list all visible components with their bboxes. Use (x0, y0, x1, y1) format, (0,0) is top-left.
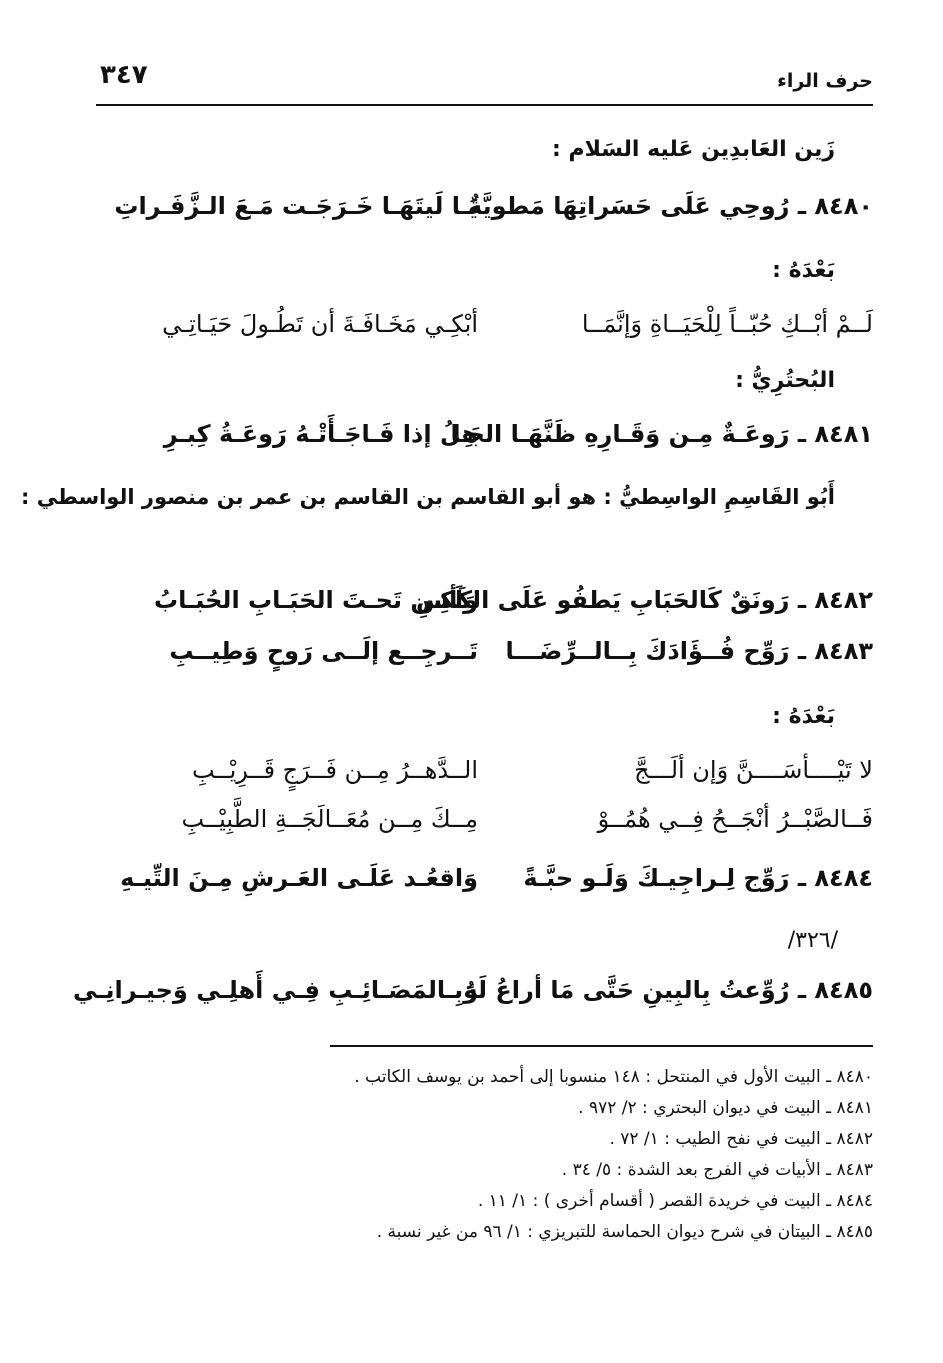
chapter-title: حرف الراء (777, 70, 873, 92)
header-divider (96, 104, 873, 106)
footnote-item: ٨٤٨٢ ـ البيت في نفح الطيب : ١/ ٧٢ . (609, 1129, 873, 1149)
footnote-item: ٨٤٨٠ ـ البيت الأول في المنتحل : ١٤٨ منسوبا إلى أحمد بن يوسف الكاتب . (354, 1067, 873, 1087)
poet-heading-buhturi: البُحتُرِيُّ : (735, 368, 835, 393)
footnote-item: ٨٤٨٥ ـ البيتان في شرح ديوان الحماسة للتبريزي : ١/ ٩٦ من غير نسبة . (376, 1222, 873, 1242)
verse-second-hemistich: هِلُ إذا فَـاجَـأَتْـهُ رَوعَـةُ كِبـرِ (163, 420, 478, 448)
verse-second-hemistich: تَــرجِــع إلَــى رَوحٍ وَطِيــبِ (169, 637, 478, 665)
badahu-heading: بَعْدَهُ : (772, 704, 835, 729)
verse-8483 (128, 637, 873, 683)
verse-second-hemistich: وَاقعُـد عَلَـى العَـرشِ مِـنَ التِّيـهِ (120, 864, 478, 892)
verse-second-hemistich: أبْكِـي مَخَـافَـةَ أن تَطُـولَ حَيَـاتِـي (162, 310, 478, 338)
verse-first-hemistich: ٨٤٨٣ ـ رَوِّح فُــؤَادَكَ بِــالــرِّضَـــا (505, 637, 873, 665)
verse-first-hemistich: ٨٤٨٥ ـ رُوِّعتُ بِالبِينِ حَتَّى مَا أراعُ لَهُ (463, 976, 873, 1004)
verse-first-hemistich: فَــالصَّبْــرُ أنْجَــحُ فِــي هُمُــوْ (597, 805, 873, 833)
verse-la (128, 756, 873, 802)
footnote-item: ٨٤٨٣ ـ الأبيات في الفرج بعد الشدة : ٥/ ٣٤ . (561, 1160, 873, 1180)
verse-8485 (72, 976, 873, 1022)
page-number: ٣٤٧ (100, 60, 148, 90)
footnote-item: ٨٤٨١ ـ البيت في ديوان البحتري : ٢/ ٩٧٢ . (578, 1098, 873, 1118)
footnote-item: ٨٤٨٤ ـ البيت في خريدة القصر ( أقسام أخرى ) : ١/ ١١ . (477, 1191, 873, 1211)
verse-second-hemistich: وَلَكِـن تَحـتَ الحَبَـابِ الحُبَـابُ (154, 586, 478, 614)
verse-first-hemistich: ٨٤٨٠ ـ رُوحِي عَلَى حَسَراتِهَا مَطويَّةٌ (468, 192, 873, 220)
verse-second-hemistich: وَبِـالمَصَـائِـبِ فِـي أَهلِـي وَجيـرانِـي (72, 976, 478, 1004)
verse-first-hemistich: ٨٤٨٢ ـ رَونَقٌ كَالحَبَابِ يَطفُو عَلَى الكَأسِ (415, 586, 873, 614)
poet-heading-wasiti: أَبُو القَاسِمِ الواسِطيُّ : هو أبو القاسم بن القاسم بن عمر بن منصور الواسطي : (21, 485, 835, 509)
verse-8482 (128, 586, 873, 632)
verse-second-hemistich: الــدَّهــرُ مِــن فَــرَجٍ قَــرِيْــبِ (191, 756, 478, 784)
footnote-divider (330, 1045, 873, 1047)
verse-first-hemistich: لَــمْ أبْــكِ حُبّــاً لِلْحَيَــاةِ وَإنَّمَــا (581, 310, 873, 338)
verse-second-hemistich: يَـا لَيتَهَـا خَـرَجَـت مَـعَ الـزَّفَـراتِ (114, 192, 478, 220)
verse-first-hemistich: لا تَيْــــأسَــــنَّ وَإن ألَـــجَّ (634, 756, 873, 784)
footnotes (100, 1062, 873, 1248)
badahu-heading: بَعْدَهُ : (772, 258, 835, 283)
page-reference: /٣٢٦/ (787, 928, 838, 953)
verse-first-hemistich: ٨٤٨٤ ـ رَوِّج لِـراجِيـكَ وَلَـو حبَّـةً (523, 864, 873, 892)
verse-first-hemistich: ٨٤٨١ ـ رَوعَـةٌ مِـن وَقَـارِهِ ظَنَّهَـا الجَـا (450, 420, 873, 448)
verse-lam (128, 310, 873, 356)
verse-second-hemistich: مِــكَ مِــن مُعَــالَجَــةِ الطَّبِيْــبِ (181, 805, 478, 833)
running-head (100, 60, 873, 100)
verse-8484 (120, 864, 873, 910)
poet-heading-zayn: زَين العَابدِين عَليه السَلام : (551, 137, 835, 162)
verse-8480 (114, 192, 873, 238)
verse-fa (128, 805, 873, 851)
verse-8481 (128, 420, 873, 466)
